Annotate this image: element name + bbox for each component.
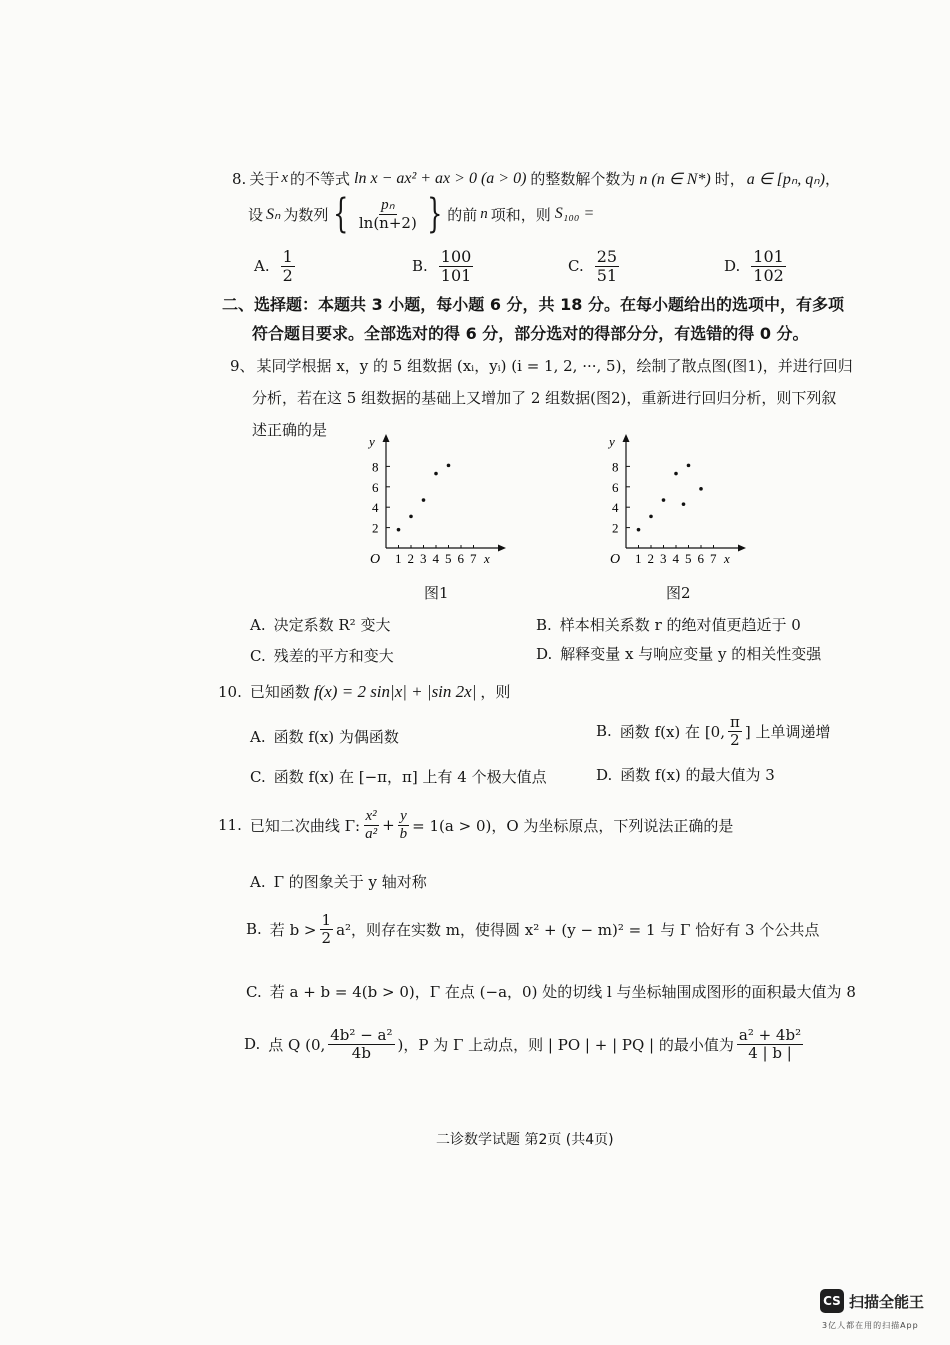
q9-number: 9、 xyxy=(230,357,255,375)
scatter-point xyxy=(434,472,438,476)
scatter-point xyxy=(674,472,678,476)
q9-option-b[interactable]: B. 样本相关系数 r 的绝对值更趋近于 0 xyxy=(536,615,801,634)
page-footer: 二诊数学试题 第2页 (共4页) xyxy=(436,1132,614,1148)
origin-label: O xyxy=(610,552,621,567)
scatter-point xyxy=(687,464,691,468)
x-tick-label: 6 xyxy=(457,551,464,566)
x-tick-label: 2 xyxy=(647,551,654,566)
q8-option-d[interactable]: D. $\frac{101}{102}$ xyxy=(724,247,784,285)
origin-label: O xyxy=(370,552,381,567)
y-tick-label: 2 xyxy=(612,520,619,536)
q10-option-c[interactable]: C. 函数 f(x) 在 [−π，π] 上有 4 个极大值点 xyxy=(250,767,547,786)
scatter-point xyxy=(662,498,666,502)
x-tick-label: 5 xyxy=(685,551,692,566)
q10-number: 10. xyxy=(218,682,242,701)
scatter-point xyxy=(397,528,401,532)
x-tick-label: 7 xyxy=(470,551,477,566)
y-tick-label: 4 xyxy=(372,500,379,516)
watermark-tagline: 3亿人都在用的扫描App xyxy=(822,1321,919,1330)
q8-option-c[interactable]: C. $\frac{25}{51}$ xyxy=(568,247,618,285)
scatter-figure-2 xyxy=(600,428,760,568)
q9-line2: 分析，若在这 5 组数据的基础上又增加了 2 组数据(图2)，重新进行回归分析，则下列叙 xyxy=(252,389,837,407)
q9-line3: 述正确的是 xyxy=(252,421,328,439)
y-axis-arrow-icon xyxy=(383,434,390,442)
x-tick-label: 4 xyxy=(672,551,679,566)
q10-option-a[interactable]: A. 函数 f(x) 为偶函数 xyxy=(250,727,399,746)
section2-line2: 符合题目要求。全部选对的得 6 分，部分选对的得部分分，有选错的得 0 分。 xyxy=(252,324,809,343)
figure-1-plot xyxy=(367,434,506,567)
watermark-name: 扫描全能王 xyxy=(849,1292,925,1311)
q11-stem: 11. 已知二次曲线 Γ: $\frac{\text{x²}}{\text{a²}}$ + $\frac{y}{b}$ = 1(a > 0)，O 为坐标原点，下列说法正确的是 xyxy=(218,808,734,842)
q8-option-a[interactable]: A. $\frac{1}{2}$ xyxy=(254,247,293,285)
q11-option-b[interactable]: B. 若 b > $\frac{1}{2}$ a²，则存在实数 m，使得圆 x² + (y − m)² = 1 与 Γ 恰好有 3 个公共点 xyxy=(246,911,820,947)
figure-1-caption: 图1 xyxy=(424,584,449,602)
x-tick-label: 3 xyxy=(660,551,667,566)
q10-option-b[interactable]: B. 函数 f(x) 在 [0, $\frac{\pi}{2}$ ] 上单调递增 xyxy=(596,713,831,749)
y-tick-label: 8 xyxy=(612,459,619,475)
scatter-point xyxy=(699,487,703,491)
q11-option-d[interactable]: D. 点 Q (0, $\frac{\text{4b² − a²}}{4b}$ )，P 为 Γ 上动点，则 | PO | + | PQ | 的最小值为 $\frac{\text{a² + 4b²}}{4 | b |}$ xyxy=(244,1026,802,1062)
q11-option-a[interactable]: A. Γ 的图象关于 y 轴对称 xyxy=(250,872,427,891)
scanner-watermark xyxy=(820,1289,924,1313)
scatter-point xyxy=(637,528,641,532)
q11-number: 11. xyxy=(218,816,242,834)
scatter-point xyxy=(682,502,686,506)
x-tick-label: 4 xyxy=(432,551,439,566)
x-tick-label: 6 xyxy=(697,551,704,566)
x-tick-label: 1 xyxy=(395,551,402,566)
y-axis-label: y xyxy=(369,434,375,449)
y-tick-label: 2 xyxy=(372,520,379,536)
x-axis-label: x xyxy=(484,551,490,566)
y-axis-arrow-icon xyxy=(623,434,630,442)
q9-option-a[interactable]: A. 决定系数 R² 变大 xyxy=(250,615,391,634)
figure-2-caption: 图2 xyxy=(666,584,691,602)
scatter-point xyxy=(649,515,653,519)
q8-option-b[interactable]: B. $\frac{100}{101}$ xyxy=(412,247,472,285)
y-tick-label: 6 xyxy=(612,479,619,495)
q10-option-d[interactable]: D. 函数 f(x) 的最大值为 3 xyxy=(596,765,775,784)
q9-option-d[interactable]: D. 解释变量 x 与响应变量 y 的相关性变强 xyxy=(536,644,822,663)
q8-inequality: ln x − ax² + ax > 0 (a > 0) xyxy=(354,169,527,187)
x-tick-label: 2 xyxy=(407,551,414,566)
x-tick-label: 3 xyxy=(420,551,427,566)
y-tick-label: 6 xyxy=(372,479,379,495)
y-tick-label: 4 xyxy=(612,500,619,516)
q8-line1: 8. 关于 x 的不等式 ln x − ax² + ax > 0 (a > 0) 的整数解个数为 n (n ∈ N*) 时， a ∈ [pₙ, qₙ) ， xyxy=(232,169,840,188)
x-axis-label: x xyxy=(724,551,730,566)
scatter-point xyxy=(409,515,413,519)
y-axis-label: y xyxy=(609,434,615,449)
figure-2-plot xyxy=(607,434,746,567)
x-tick-label: 7 xyxy=(710,551,717,566)
x-tick-label: 5 xyxy=(445,551,452,566)
q8-line2: 设 Sₙ 为数列 { $\frac{\text{pₙ}}{\ln(n+2)}$ } 的前 n 项和，则 S₁₀₀ = xyxy=(248,191,595,237)
x-axis-arrow-icon xyxy=(738,545,746,552)
x-axis-arrow-icon xyxy=(498,545,506,552)
section2-line1: 二、选择题：本题共 3 小题，每小题 6 分，共 18 分。在每小题给出的选项中，有多项 xyxy=(222,295,844,314)
q10-stem: 10. 已知函数 f(x) = 2 sin|x| + |sin 2x| ，则 xyxy=(218,681,511,701)
q9-option-c[interactable]: C. 残差的平方和变大 xyxy=(250,646,394,665)
q11-option-c[interactable]: C. 若 a + b = 4(b > 0)，Γ 在点 (−a，0) 处的切线 l 与坐标轴围成图形的面积最大值为 8 xyxy=(246,982,856,1001)
scatter-point xyxy=(422,498,426,502)
scatter-figure-1 xyxy=(360,428,520,568)
y-tick-label: 8 xyxy=(372,459,379,475)
q8-sequence: { $\frac{\text{pₙ}}{\ln(n+2)}$ } xyxy=(333,191,443,237)
scatter-point xyxy=(447,464,451,468)
cs-logo-icon: CS xyxy=(820,1289,844,1313)
x-tick-label: 1 xyxy=(635,551,642,566)
q9-line1: 9、 某同学根据 x，y 的 5 组数据 (xᵢ，yᵢ) (i = 1, 2, ···, 5)，绘制了散点图(图1)，并进行回归 xyxy=(230,357,853,375)
q8-number: 8. xyxy=(232,169,247,188)
